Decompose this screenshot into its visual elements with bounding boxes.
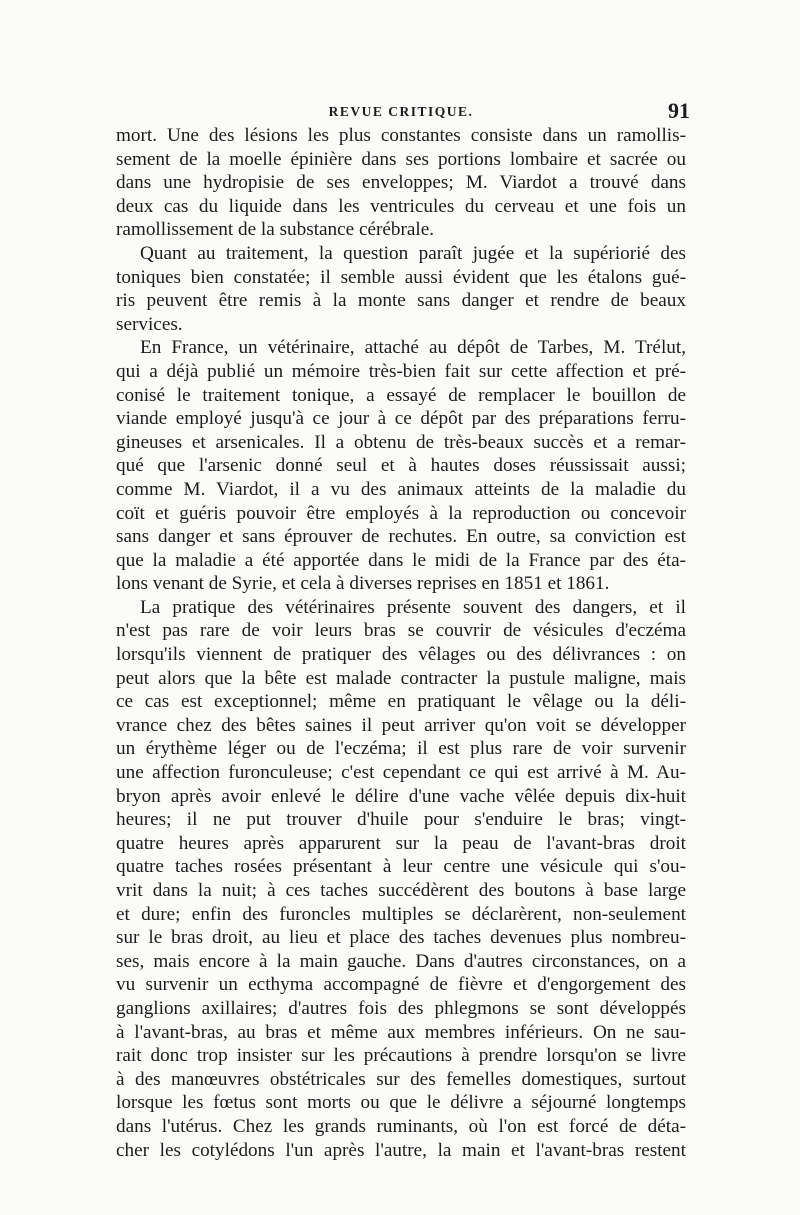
text-line: un érythème léger ou de l'eczéma; il est plus rare de voir survenir bbox=[116, 738, 686, 760]
text-line: et dure; enfin des furoncles multiples se déclarèrent, non-seulement bbox=[116, 903, 686, 925]
text-line: viande employé jusqu'à ce jour à ce dépôt par des préparations ferru- bbox=[116, 408, 686, 430]
text-line: vrit dans la nuit; à ces taches succédèrent des boutons à base large bbox=[116, 880, 686, 901]
text-line: ganglions axillaires; d'autres fois des phlegmons se sont développés bbox=[116, 997, 686, 1019]
text-line: Quant au traitement, la question paraît jugée et la supériorié des bbox=[140, 242, 686, 264]
text-line: conisé le traitement tonique, a essayé de remplacer le bouillon de bbox=[116, 384, 686, 406]
text-line: bryon après avoir enlevé le délire d'une vache vêlée depuis dix-huit bbox=[116, 785, 686, 807]
text-line: n'est pas rare de voir leurs bras se couvrir de vésicules d'eczéma bbox=[116, 620, 686, 642]
text-line: services. bbox=[116, 313, 183, 335]
text-line: qui a déjà publié un mémoire très-bien fait sur cette affection et pré- bbox=[116, 360, 686, 382]
text-line: une affection furonculeuse; c'est cependant ce qui est arrivé à M. Au- bbox=[116, 762, 686, 784]
text-line: mort. Une des lésions les plus constantes consiste dans un ramollis- bbox=[116, 125, 686, 146]
text-line: ramollissement de la substance cérébrale. bbox=[116, 219, 435, 241]
text-line: En France, un vétérinaire, attaché au dépôt de Tarbes, M. Trélut, bbox=[140, 337, 686, 359]
text-line: cher les cotylédons l'un après l'autre, la main et l'avant-bras restent bbox=[116, 1139, 686, 1161]
text-line: sur le bras droit, au lieu et place des taches devenues plus nombreu- bbox=[116, 927, 686, 949]
body-text bbox=[116, 124, 686, 1162]
text-line: sement de la moelle épinière dans ses portions lombaire et sacrée ou bbox=[116, 148, 686, 170]
text-line: quatre heures après apparurent sur la peau de l'avant-bras droit bbox=[116, 832, 686, 854]
text-line: toniques bien constatée; il semble aussi évident que les étalons gué- bbox=[116, 266, 686, 288]
text-line: qué que l'arsenic donné seul et à hautes doses réussissait aussi; bbox=[116, 455, 686, 477]
text-line: lorsque les fœtus sont morts ou que le délivre a séjourné longtemps bbox=[116, 1092, 686, 1114]
text-line: deux cas du liquide dans les ventricules du cerveau et une fois un bbox=[116, 195, 686, 217]
text-line: peut alors que la bête est malade contracter la pustule maligne, mais bbox=[116, 667, 686, 689]
text-line: ris peuvent être remis à la monte sans danger et rendre de beaux bbox=[116, 290, 686, 312]
text-line: heures; il ne put trouver d'huile pour s'enduire le bras; vingt- bbox=[116, 809, 686, 831]
running-title: REVUE CRITIQUE. bbox=[328, 104, 474, 119]
text-line: dans une hydropisie de ses enveloppes; M. Viardot a trouvé dans bbox=[116, 172, 686, 194]
text-line: La pratique des vétérinaires présente souvent des dangers, et il bbox=[140, 596, 686, 618]
text-line: à l'avant-bras, au bras et même aux membres inférieurs. On ne sau- bbox=[116, 1021, 686, 1043]
text-line: sans danger et sans éprouver de rechutes. En outre, sa conviction est bbox=[116, 526, 686, 548]
page-number: 91 bbox=[668, 98, 690, 123]
text-line: dans l'utérus. Chez les grands ruminants, où l'on est forcé de déta- bbox=[116, 1115, 686, 1137]
text-line: vrance chez des bêtes saines il peut arriver qu'on voit se développer bbox=[116, 714, 686, 736]
text-line: coït et guéris pouvoir être employés à la reproduction ou concevoir bbox=[116, 502, 686, 524]
text-line: que la maladie a été apportée dans le midi de la France par des éta- bbox=[116, 549, 686, 571]
text-line: lons venant de Syrie, et cela à diverses reprises en 1851 et 1861. bbox=[116, 573, 610, 595]
text-line: vu survenir un ecthyma accompagné de fièvre et d'engorgement des bbox=[116, 974, 686, 996]
text-line: gineuses et arsenicales. Il a obtenu de très-beaux succès et a remar- bbox=[116, 431, 686, 453]
text-line: comme M. Viardot, il a vu des animaux atteints de la maladie du bbox=[116, 478, 686, 500]
text-line: à des manœuvres obstétricales sur des femelles domestiques, surtout bbox=[116, 1068, 686, 1090]
text-line: ce cas est exceptionnel; même en pratiquant le vêlage ou la déli- bbox=[116, 691, 686, 713]
text-line: lorsqu'ils viennent de pratiquer des vêlages ou des délivrances : on bbox=[116, 644, 686, 666]
text-line: rait donc trop insister sur les précautions à prendre lorsqu'on se livre bbox=[116, 1045, 686, 1067]
text-line: quatre taches rosées présentant à leur centre une vésicule qui s'ou- bbox=[116, 856, 686, 878]
text-line: ses, mais encore à la main gauche. Dans d'autres circonstances, on a bbox=[116, 950, 686, 972]
